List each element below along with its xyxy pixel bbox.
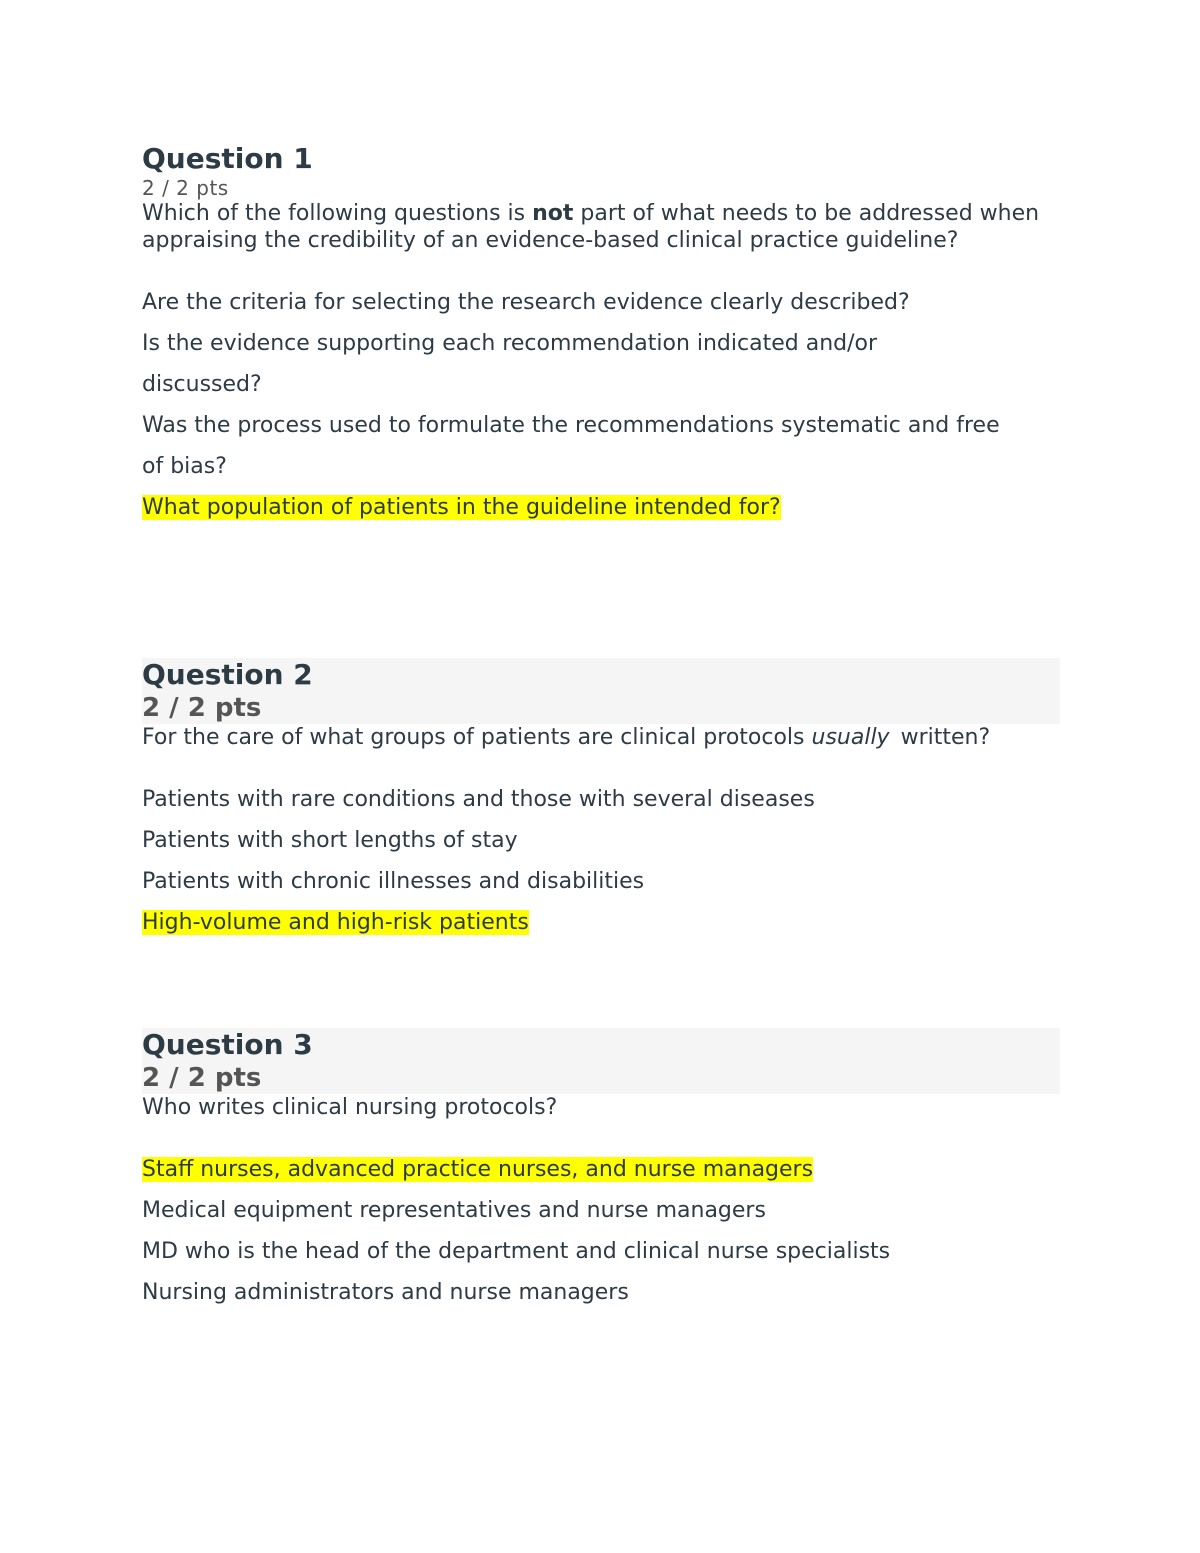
answer-list xyxy=(142,779,1060,943)
question-points: 2 / 2 pts xyxy=(142,693,262,723)
answer-text: Is the evidence supporting each recommendation indicated and/or xyxy=(142,331,878,356)
answer-text: MD who is the head of the department and clinical nurse specialists xyxy=(142,1239,891,1264)
prompt-text: Which of the following questions is xyxy=(142,201,533,226)
prompt-emphasis: not xyxy=(532,201,574,226)
answer-text: Are the criteria for selecting the research evidence clearly described? xyxy=(142,290,910,315)
question-2 xyxy=(142,658,1060,943)
answer-text: Patients with chronic illnesses and disabilities xyxy=(142,869,645,894)
question-prompt: Who writes clinical nursing protocols? xyxy=(142,1095,558,1120)
answer-option-continued xyxy=(142,364,1060,405)
prompt-text: written? xyxy=(893,725,991,750)
question-title: Question 2 xyxy=(142,658,313,691)
answer-text: of bias? xyxy=(142,454,227,479)
answer-option xyxy=(142,405,1060,446)
highlighted-answer-text: High-volume and high-risk patients xyxy=(142,910,529,935)
question-points: 2 / 2 pts xyxy=(142,176,229,200)
answer-option-continued xyxy=(142,446,1060,487)
question-title: Question 1 xyxy=(142,142,313,175)
answer-list xyxy=(142,282,1060,528)
answer-option xyxy=(142,282,1060,323)
highlighted-answer-text: What population of patients in the guideline intended for? xyxy=(142,495,781,520)
answer-text: Nursing administrators and nurse managers xyxy=(142,1280,629,1305)
answer-option-correct xyxy=(142,1149,1060,1190)
answer-option xyxy=(142,323,1060,364)
answer-option-correct xyxy=(142,902,1060,943)
answer-text: Patients with short lengths of stay xyxy=(142,828,518,853)
highlighted-answer-text: Staff nurses, advanced practice nurses, and nurse managers xyxy=(142,1157,814,1182)
question-title: Question 3 xyxy=(142,1028,313,1061)
answer-text: Patients with rare conditions and those with several diseases xyxy=(142,787,815,812)
answer-option xyxy=(142,779,1060,820)
question-prompt xyxy=(142,724,1060,751)
prompt-text: For the care of what groups of patients are clinical protocols xyxy=(142,725,812,750)
answer-list xyxy=(142,1149,1060,1313)
answer-option-correct xyxy=(142,487,1060,528)
question-3 xyxy=(142,1028,1060,1313)
prompt-emphasis: usually xyxy=(811,725,890,750)
answer-option xyxy=(142,820,1060,861)
answer-option xyxy=(142,861,1060,902)
question-prompt xyxy=(142,200,1060,254)
question-2-header xyxy=(142,658,1060,724)
question-1-header xyxy=(142,142,1060,200)
question-points: 2 / 2 pts xyxy=(142,1063,262,1093)
answer-option xyxy=(142,1272,1060,1313)
answer-text: discussed? xyxy=(142,372,262,397)
question-3-header xyxy=(142,1028,1060,1094)
answer-option xyxy=(142,1231,1060,1272)
question-1 xyxy=(142,142,1060,528)
prompt-text: part of what needs to be addressed when appraising the credibility of an evidence-based clinical practice guideline? xyxy=(142,201,1040,253)
answer-text: Was the process used to formulate the recommendations systematic and free xyxy=(142,413,1000,438)
answer-text: Medical equipment representatives and nurse managers xyxy=(142,1198,766,1223)
answer-option xyxy=(142,1190,1060,1231)
